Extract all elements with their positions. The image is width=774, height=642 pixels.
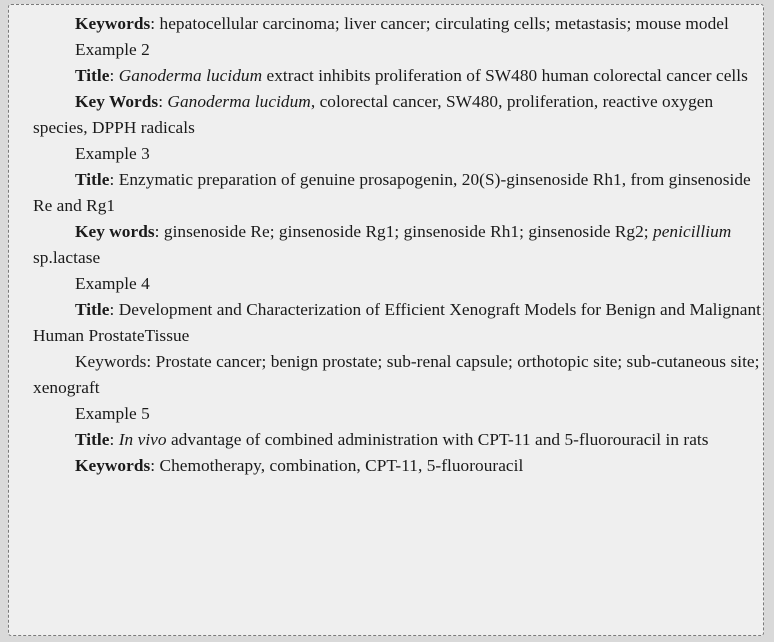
keywords-text: hepatocellular carcinoma; liver cancer; circulating cells; metastasis; mouse model	[159, 14, 729, 33]
example-box	[8, 4, 764, 636]
keywords-tail: sp.lactase	[33, 248, 101, 267]
example-1-keywords: Keywords: hepatocellular carcinoma; liver cancer; circulating cells; metastasis; mouse model	[75, 14, 729, 33]
title-label: Title	[75, 300, 110, 319]
title-label: Title	[75, 430, 110, 449]
keywords-text: , colorectal cancer, SW480, proliferation, reactive oxygen species, DPPH radicals	[33, 92, 714, 137]
title-text: advantage of combined administration with CPT-11 and 5-fluorouracil in rats	[166, 430, 709, 449]
title-text: Development and Characterization of Efficient Xenograft Models for Benign and Malignant Human ProstateTissue	[33, 300, 762, 345]
keywords-italic: Ganoderma lucidum	[167, 92, 311, 111]
keywords-text: Chemotherapy, combination, CPT-11, 5-fluorouracil	[159, 456, 524, 475]
example-4-heading: Example 4	[75, 274, 150, 293]
example-2-title: Title: Ganoderma lucidum extract inhibits proliferation of SW480 human colorectal cancer cells	[75, 66, 748, 85]
example-3-heading: Example 3	[75, 144, 150, 163]
title-italic: Ganoderma lucidum	[118, 66, 263, 85]
title-text: Enzymatic preparation of genuine prosapogenin, 20(S)-ginsenoside Rh1, from ginsenoside Re and Rg1	[33, 170, 751, 215]
example-2-heading: Example 2	[75, 40, 150, 59]
example-4-keywords: Keywords: Prostate cancer; benign prostate; sub-renal capsule; orthotopic site; sub-cutaneous site; xenograft	[33, 352, 760, 397]
keywords-label: Key Words	[75, 92, 159, 111]
example-5-heading: Example 5	[75, 404, 150, 423]
keywords-italic: penicillium	[653, 222, 732, 241]
title-label: Title	[75, 66, 110, 85]
example-5-keywords: Keywords: Chemotherapy, combination, CPT-11, 5-fluorouracil	[75, 456, 524, 475]
title-label: Title	[75, 170, 110, 189]
title-text: extract inhibits proliferation of SW480 human colorectal cancer cells	[262, 66, 748, 85]
title-italic: In vivo	[118, 430, 167, 449]
example-5-title: Title: In vivo advantage of combined administration with CPT-11 and 5-fluorouracil in rats	[75, 430, 709, 449]
example-3-title: Title: Enzymatic preparation of genuine prosapogenin, 20(S)-ginsenoside Rh1, from ginsenoside Re and Rg1	[33, 170, 751, 215]
example-4-title: Title: Development and Characterization of Efficient Xenograft Models for Benign and Malignant Human ProstateTissue	[33, 300, 762, 345]
keywords-label: Keywords	[75, 456, 151, 475]
example-3-keywords: Key words: ginsenoside Re; ginsenoside Rg1; ginsenoside Rh1; ginsenoside Rg2; penicillium sp.lactase	[33, 222, 732, 267]
example-2-keywords: Key Words: Ganoderma lucidum, colorectal cancer, SW480, proliferation, reactive oxygen species, DPPH radicals	[33, 92, 714, 137]
examples-content	[33, 11, 763, 479]
keywords-label: Key words	[75, 222, 155, 241]
keywords-text: ginsenoside Re; ginsenoside Rg1; ginsenoside Rh1; ginsenoside Rg2;	[163, 222, 654, 241]
keywords-label: Keywords	[75, 14, 151, 33]
